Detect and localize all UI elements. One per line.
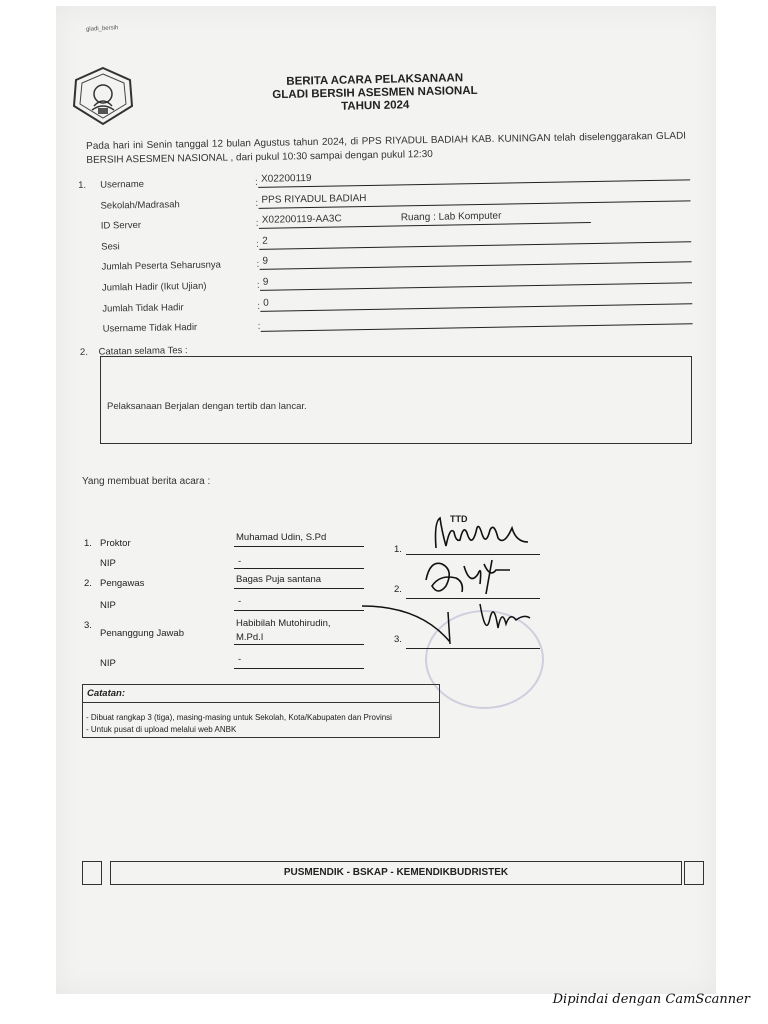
form-row-server-id: ID Server : X02200119-AA3C Ruang : Lab Komputer [79,207,691,238]
tut-wuri-handayani-logo [70,66,136,126]
section-number: 1. [78,179,87,191]
field-label: Username [100,178,145,191]
ttd-label: TTD [450,514,468,524]
signatory-number: 1. [84,538,92,549]
field-value: PPS RIYADUL BADIAH [261,192,367,206]
underline [261,323,693,332]
camscanner-watermark: Dipindai dengan CamScanner [552,992,750,1007]
field-value: 9 [262,256,269,268]
nip-value: - [238,556,242,567]
nip-label: NIP [100,600,116,611]
signatory-name: Bagas Puja santana [236,574,322,585]
nip-underline [234,668,364,669]
note-divider [83,702,439,703]
title-line-1: BERITA ACARA PELAKSANAAN [286,72,464,88]
signatures-section [80,530,550,680]
signatory-name-line2: M.Pd.I [236,632,264,643]
signatory-role: Pengawas [100,578,145,589]
field-value: X02200119 [260,172,312,185]
signatory-number: 2. [84,578,92,589]
footer-banner: PUSMENDIK - BSKAP - KEMENDIKBUDRISTEK [110,861,682,885]
field-label: Username Tidak Hadir [102,322,198,335]
form-row-absent: Jumlah Tidak Hadir : 0 [80,289,692,320]
right-corner-box [684,861,704,885]
field-value: 9 [262,276,269,288]
name-underline [234,546,364,547]
name-underline [234,644,364,645]
signature-proktor [428,512,538,556]
nip-value: - [238,654,242,665]
test-notes-text: Pelaksanaan Berjalan dengan tertib dan lancar. [107,401,307,412]
signatories-intro: Yang membuat berita acara : [82,476,211,487]
nip-label: NIP [100,558,116,569]
signatory-name: Muhamad Udin, S.Pd [236,532,327,543]
form-row-school: Sekolah/Madrasah : PPS RIYADUL BADIAH [78,186,690,217]
test-notes-title: Catatan selama Tes : [98,345,188,358]
nip-label: NIP [100,658,116,669]
name-underline [234,588,364,589]
note-item-1: - Dibuat rangkap 3 (tiga), masing-masing untuk Sekolah, Kota/Kabupaten dan Provinsi [86,713,392,722]
test-notes-box [100,356,692,444]
signatory-name: Habibilah Mutohirudin, [236,618,331,629]
field-label: Jumlah Tidak Hadir [102,301,184,315]
form-row-expected-participants: Jumlah Peserta Seharusnya : 9 [79,248,691,279]
signature-number: 1. [394,544,402,555]
signature-pengawas [420,556,520,600]
title-line-2: GLADI BERSIH ASESMEN NASIONAL [272,84,478,102]
exam-info-form [78,165,693,340]
field-value: 0 [263,297,269,309]
field-value: 2 [262,235,268,247]
left-corner-box [82,861,102,885]
signatory-number: 3. [84,620,92,631]
room-value: Ruang : Lab Komputer [400,210,502,224]
field-label: Sekolah/Madrasah [100,198,180,212]
form-row-present: Jumlah Hadir (Ikut Ujian) : 9 [80,268,692,299]
nip-underline [234,568,364,569]
signatory-role: Proktor [100,538,131,549]
field-label: Jumlah Hadir (Ikut Ujian) [101,280,207,294]
document-title [250,71,501,115]
field-label: ID Server [100,220,142,232]
signature-number: 3. [394,634,402,645]
signatory-role: Penanggung Jawab [100,628,184,639]
form-row-username: 1. Username : X02200119 [78,165,690,196]
intro-paragraph: Pada hari ini Senin tanggal 12 bulan Agustus tahun 2024, di PPS RIYADUL BADIAH KAB. KUNINGAN telah diselenggarakan GLADI BERSIH ASESMEN NASIONAL , dari pukul 10:30 sampai dengan pukul 12:30 [86,130,687,166]
title-line-3: TAHUN 2024 [341,99,410,113]
form-row-absent-username: Username Tidak Hadir : [81,309,693,340]
nip-underline [234,610,364,611]
note-item-2: - Untuk pusat di upload melalui web ANBK [86,725,237,734]
signature-penanggung-jawab [360,598,540,658]
signature-number: 2. [394,584,402,595]
corner-mark: gladi_bersih [85,25,119,33]
nip-value: - [238,596,242,607]
note-heading: Catatan: [87,688,126,699]
section-number: 2. [79,346,89,358]
field-label: Jumlah Peserta Seharusnya [101,259,222,273]
form-row-session: Sesi : 2 [79,227,691,258]
note-box [82,684,440,738]
field-value: X02200119-AA3C [261,213,342,226]
field-label: Sesi [101,241,120,253]
